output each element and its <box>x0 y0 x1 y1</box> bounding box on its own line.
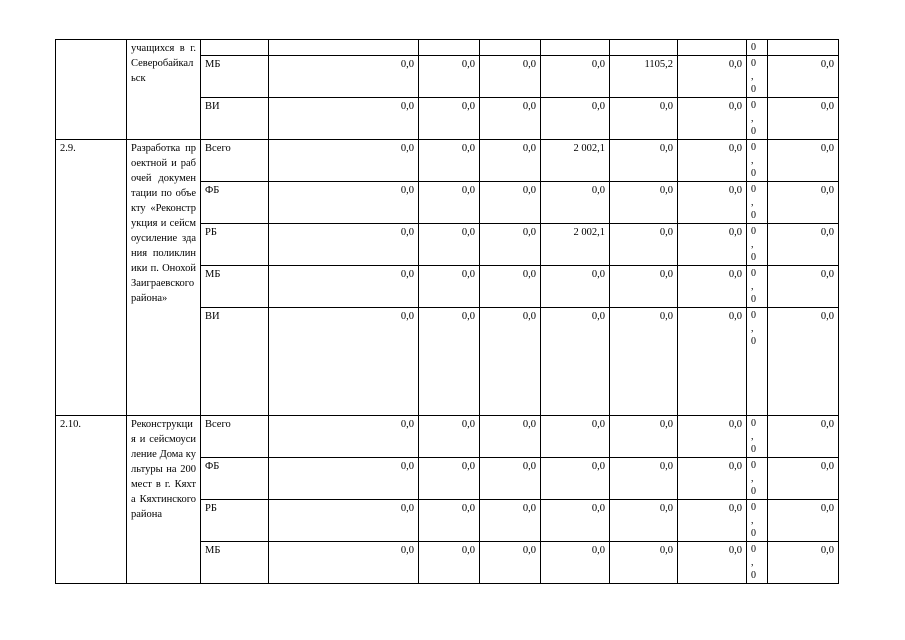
narrow-value-cell: 0 , 0 <box>747 266 768 308</box>
value-cell: 0,0 <box>678 458 747 500</box>
value-cell: 0,0 <box>610 308 678 416</box>
value-cell: 0,0 <box>269 542 419 584</box>
value-cell: 0,0 <box>768 416 839 458</box>
funding-source: ФБ <box>201 182 269 224</box>
narrow-value-cell: 0 , 0 <box>747 56 768 98</box>
funding-source: ВИ <box>201 98 269 140</box>
value-cell: 0,0 <box>610 542 678 584</box>
value-cell: 0,0 <box>768 98 839 140</box>
narrow-value-cell: 0 , 0 <box>747 182 768 224</box>
value-cell: 0,0 <box>419 266 480 308</box>
value-cell: 0,0 <box>419 140 480 182</box>
value-cell: 0,0 <box>269 458 419 500</box>
value-cell: 0,0 <box>419 542 480 584</box>
funding-source: ВИ <box>201 308 269 416</box>
value-cell: 0,0 <box>541 98 610 140</box>
value-cell: 0,0 <box>610 140 678 182</box>
value-cell: 0,0 <box>480 266 541 308</box>
item-number: 2.10. <box>56 416 127 584</box>
value-cell: 0,0 <box>541 416 610 458</box>
value-cell: 0,0 <box>768 500 839 542</box>
value-cell: 2 002,1 <box>541 140 610 182</box>
item-name: Реконструкция и сейсмоусиление Дома культуры на 200 мест в г. Кяхта Кяхтинского района <box>127 416 201 584</box>
value-cell: 0,0 <box>419 224 480 266</box>
value-cell: 0,0 <box>610 182 678 224</box>
value-cell: 0,0 <box>269 224 419 266</box>
value-cell: 0,0 <box>768 458 839 500</box>
value-cell: 0,0 <box>419 458 480 500</box>
value-cell: 0,0 <box>768 266 839 308</box>
value-cell <box>419 40 480 56</box>
value-cell: 0,0 <box>678 308 747 416</box>
funding-source: Всего <box>201 416 269 458</box>
narrow-value-cell: 0 , 0 <box>747 500 768 542</box>
narrow-value-cell: 0 , 0 <box>747 542 768 584</box>
value-cell: 0,0 <box>419 308 480 416</box>
value-cell: 0,0 <box>269 308 419 416</box>
value-cell: 0,0 <box>480 500 541 542</box>
table-row <box>56 416 839 458</box>
narrow-value-cell: 0 , 0 <box>747 458 768 500</box>
value-cell: 0,0 <box>610 416 678 458</box>
value-cell: 0,0 <box>541 266 610 308</box>
funding-source: Всего <box>201 140 269 182</box>
value-cell: 0,0 <box>480 98 541 140</box>
table-row <box>56 40 839 56</box>
value-cell: 0,0 <box>768 308 839 416</box>
value-cell: 0,0 <box>269 416 419 458</box>
funding-source: МБ <box>201 56 269 98</box>
value-cell: 0,0 <box>541 458 610 500</box>
item-name: Разработка проектной и рабочей документации по объекту «Реконструкция и сейсмоусиление здания поликлиники п. Онохой Заиграевского района» <box>127 140 201 416</box>
value-cell: 0,0 <box>480 458 541 500</box>
funding-source: МБ <box>201 266 269 308</box>
value-cell: 0,0 <box>541 308 610 416</box>
value-cell: 0,0 <box>480 542 541 584</box>
value-cell: 0,0 <box>678 542 747 584</box>
value-cell <box>768 40 839 56</box>
value-cell: 0,0 <box>678 98 747 140</box>
value-cell: 0,0 <box>541 56 610 98</box>
table-row <box>56 140 839 182</box>
value-cell: 0,0 <box>541 542 610 584</box>
value-cell: 0,0 <box>678 224 747 266</box>
value-cell: 0,0 <box>610 458 678 500</box>
value-cell: 0,0 <box>541 500 610 542</box>
value-cell: 0,0 <box>678 140 747 182</box>
item-name: учащихся в г. Северобайкальск <box>127 40 201 140</box>
funding-source: РБ <box>201 224 269 266</box>
value-cell: 0,0 <box>768 542 839 584</box>
value-cell: 0,0 <box>768 224 839 266</box>
value-cell <box>269 40 419 56</box>
value-cell: 0,0 <box>768 182 839 224</box>
value-cell: 0,0 <box>768 56 839 98</box>
item-number: 2.9. <box>56 140 127 416</box>
value-cell <box>480 40 541 56</box>
narrow-value-cell: 0 , 0 <box>747 416 768 458</box>
value-cell: 0,0 <box>678 266 747 308</box>
value-cell: 0,0 <box>269 98 419 140</box>
value-cell: 0,0 <box>419 98 480 140</box>
value-cell: 0,0 <box>480 224 541 266</box>
value-cell: 0,0 <box>480 416 541 458</box>
narrow-value-cell: 0 , 0 <box>747 224 768 266</box>
narrow-value-cell: 0 , 0 <box>747 140 768 182</box>
value-cell: 0,0 <box>269 500 419 542</box>
value-cell: 2 002,1 <box>541 224 610 266</box>
narrow-value-cell: 0 <box>747 40 768 56</box>
value-cell: 0,0 <box>678 500 747 542</box>
item-number <box>56 40 127 140</box>
funding-source: РБ <box>201 500 269 542</box>
value-cell: 0,0 <box>269 266 419 308</box>
value-cell: 0,0 <box>678 182 747 224</box>
value-cell: 0,0 <box>678 56 747 98</box>
value-cell: 0,0 <box>610 500 678 542</box>
value-cell: 0,0 <box>269 182 419 224</box>
value-cell: 0,0 <box>269 140 419 182</box>
value-cell <box>610 40 678 56</box>
value-cell: 0,0 <box>480 308 541 416</box>
funding-source: ФБ <box>201 458 269 500</box>
value-cell: 0,0 <box>610 224 678 266</box>
narrow-value-cell: 0 , 0 <box>747 98 768 140</box>
value-cell: 0,0 <box>480 182 541 224</box>
value-cell: 0,0 <box>419 500 480 542</box>
value-cell: 0,0 <box>480 56 541 98</box>
value-cell: 0,0 <box>541 182 610 224</box>
funding-source <box>201 40 269 56</box>
value-cell: 0,0 <box>419 56 480 98</box>
value-cell: 0,0 <box>768 140 839 182</box>
value-cell: 0,0 <box>419 416 480 458</box>
funding-source: МБ <box>201 542 269 584</box>
narrow-value-cell: 0 , 0 <box>747 308 768 416</box>
value-cell: 1105,2 <box>610 56 678 98</box>
value-cell: 0,0 <box>610 98 678 140</box>
budget-table <box>55 39 839 584</box>
value-cell: 0,0 <box>419 182 480 224</box>
value-cell <box>541 40 610 56</box>
value-cell: 0,0 <box>610 266 678 308</box>
value-cell: 0,0 <box>678 416 747 458</box>
value-cell: 0,0 <box>269 56 419 98</box>
value-cell: 0,0 <box>480 140 541 182</box>
value-cell <box>678 40 747 56</box>
